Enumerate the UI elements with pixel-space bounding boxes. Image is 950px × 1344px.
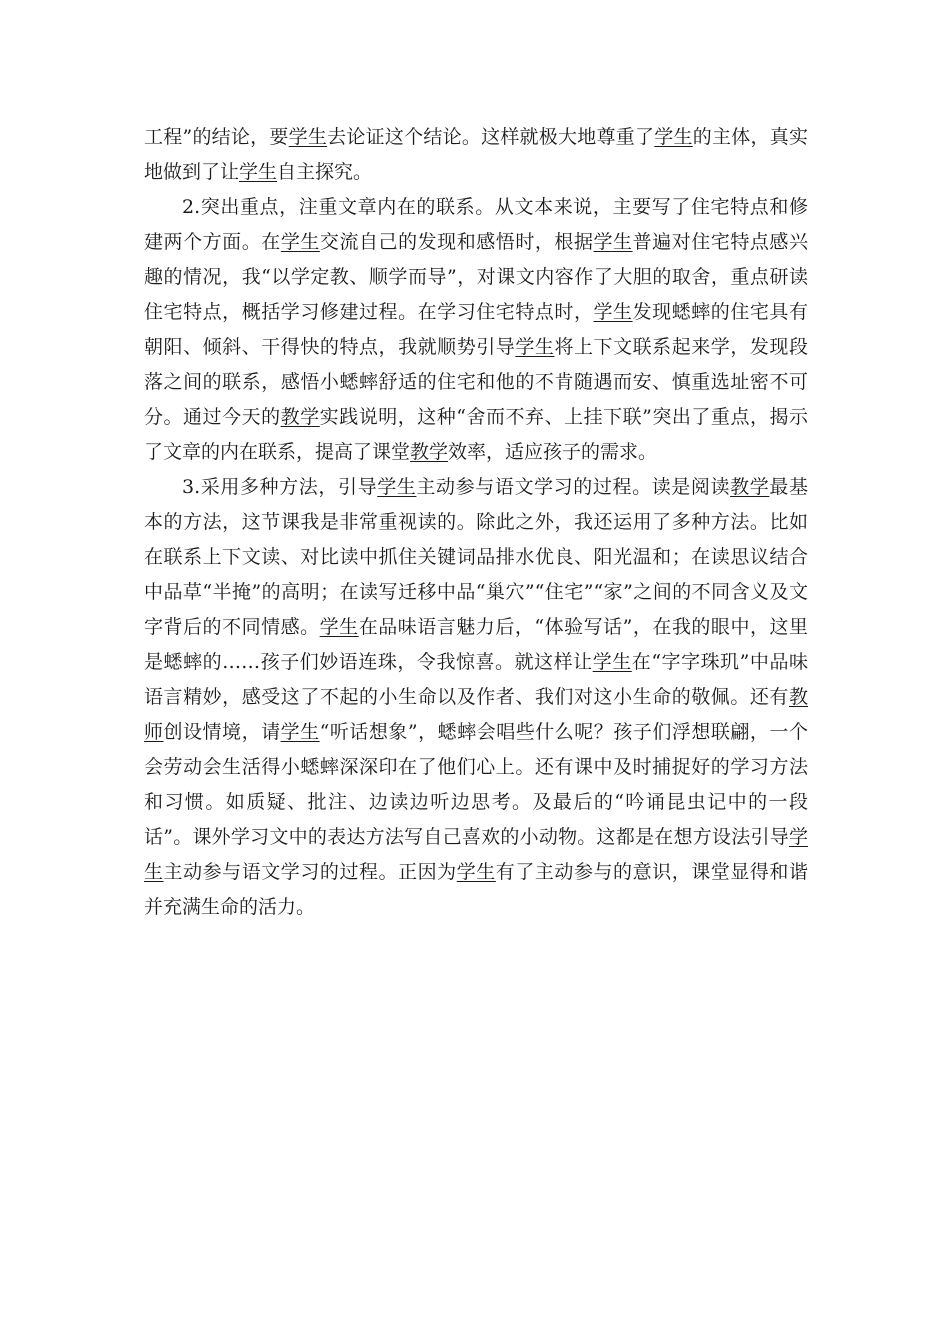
text-run: 交流自己的发现和感悟时，根据 bbox=[319, 231, 594, 253]
keyword-link[interactable]: 学生 bbox=[593, 231, 633, 253]
text-run: 发现蟋蟀的住宅具有朝阳、倾斜、干得快的特点，我就顺势引导 bbox=[144, 301, 808, 358]
keyword-link[interactable]: 学生 bbox=[654, 126, 693, 148]
text-run: 在品味语言魅力后，“体验写话”，在我的眼中，这里是蟋蟀的……孩子们妙语连珠，令我惊喜。就这样让 bbox=[144, 616, 808, 673]
keyword-link[interactable]: 学生 bbox=[280, 721, 320, 743]
text-run: 去论证这个结论。这样就极大地尊重了 bbox=[327, 126, 655, 148]
text-run: 主动参与语文学习的过程。正因为 bbox=[163, 861, 457, 883]
keyword-link[interactable]: 学生 bbox=[456, 861, 496, 883]
text-run: 的主体，真实地做到了让 bbox=[144, 126, 808, 183]
keyword-link[interactable]: 学生 bbox=[280, 231, 320, 253]
keyword-link[interactable]: 学生 bbox=[288, 126, 328, 148]
text-run: 工程”的结论，要 bbox=[144, 126, 289, 148]
paragraph-3 bbox=[144, 470, 808, 925]
keyword-link[interactable]: 学生 bbox=[377, 476, 417, 498]
keyword-link[interactable]: 学生 bbox=[144, 826, 808, 883]
text-run: 3.采用多种方法，引导 bbox=[182, 476, 378, 498]
keyword-link[interactable]: 学生 bbox=[319, 616, 359, 638]
document-body bbox=[144, 120, 808, 925]
keyword-link[interactable]: 学生 bbox=[239, 161, 278, 183]
text-run: 主动参与语文学习的过程。读是阅读 bbox=[416, 476, 731, 498]
text-run: 有了主动参与的意识，课堂显得和谐并充满生命的活力。 bbox=[144, 861, 808, 918]
text-run: 创设情境，请 bbox=[163, 721, 281, 743]
keyword-link[interactable]: 学生 bbox=[515, 336, 555, 358]
text-run: 实践说明，这种“舍而不弃、上挂下联”突出了重点，揭示了文章的内在联系，提高了课堂 bbox=[144, 406, 808, 463]
text-run: 在“字字珠玑”中品味语言精妙，感受这了不起的小生命以及作者、我们对这小生命的敬佩。还有 bbox=[144, 651, 808, 708]
text-run: 效率，适应孩子的需求。 bbox=[448, 441, 658, 463]
text-run: 普遍对住宅特点感兴趣的情况，我“以学定教、顺学而导”，对课文内容作了大胆的取舍，重点研读住宅特点，概括学习修建过程。在学习住宅特点时， bbox=[144, 231, 808, 323]
paragraph-1 bbox=[144, 120, 808, 190]
text-run: 2.突出重点，注重文章内在的联系。从文本来说，主要写了住宅特点和修建两个方面。在 bbox=[144, 196, 808, 253]
keyword-link[interactable]: 学生 bbox=[593, 301, 633, 323]
text-run: 自主探究。 bbox=[277, 161, 373, 183]
text-run: “听话想象”，蟋蟀会唱些什么呢？孩子们浮想联翩，一个会劳动会生活得小蟋蟀深深印在了他们心上。还有课中及时捕捉好的学习方法和习惯。如质疑、批注、边读边听边思考。及最后的“吟诵昆虫记中的一段话”。课外学习文中的表达方法写自己喜欢的小动物。这都是在想方设法引导 bbox=[144, 721, 808, 848]
text-run: 将上下文联系起来学，发现段落之间的联系，感悟小蟋蟀舒适的住宅和他的不肯随遇而安、慎重选址密不可分。通过今天的 bbox=[144, 336, 808, 428]
keyword-link[interactable]: 教学 bbox=[410, 441, 449, 463]
keyword-link[interactable]: 教师 bbox=[144, 686, 808, 743]
keyword-link[interactable]: 教学 bbox=[280, 406, 320, 428]
paragraph-2 bbox=[144, 190, 808, 470]
keyword-link[interactable]: 学生 bbox=[592, 651, 632, 673]
text-run: 最基本的方法，这节课我是非常重视读的。除此之外，我还运用了多种方法。比如在联系上下文读、对比读中抓住关键词品排水优良、阳光温和；在读思议结合中品草“半掩”的高明；在读写迁移中品“巢穴”“住宅”“家”之间的不同含义及文字背后的不同情感。 bbox=[144, 476, 808, 638]
keyword-link[interactable]: 教学 bbox=[730, 476, 770, 498]
